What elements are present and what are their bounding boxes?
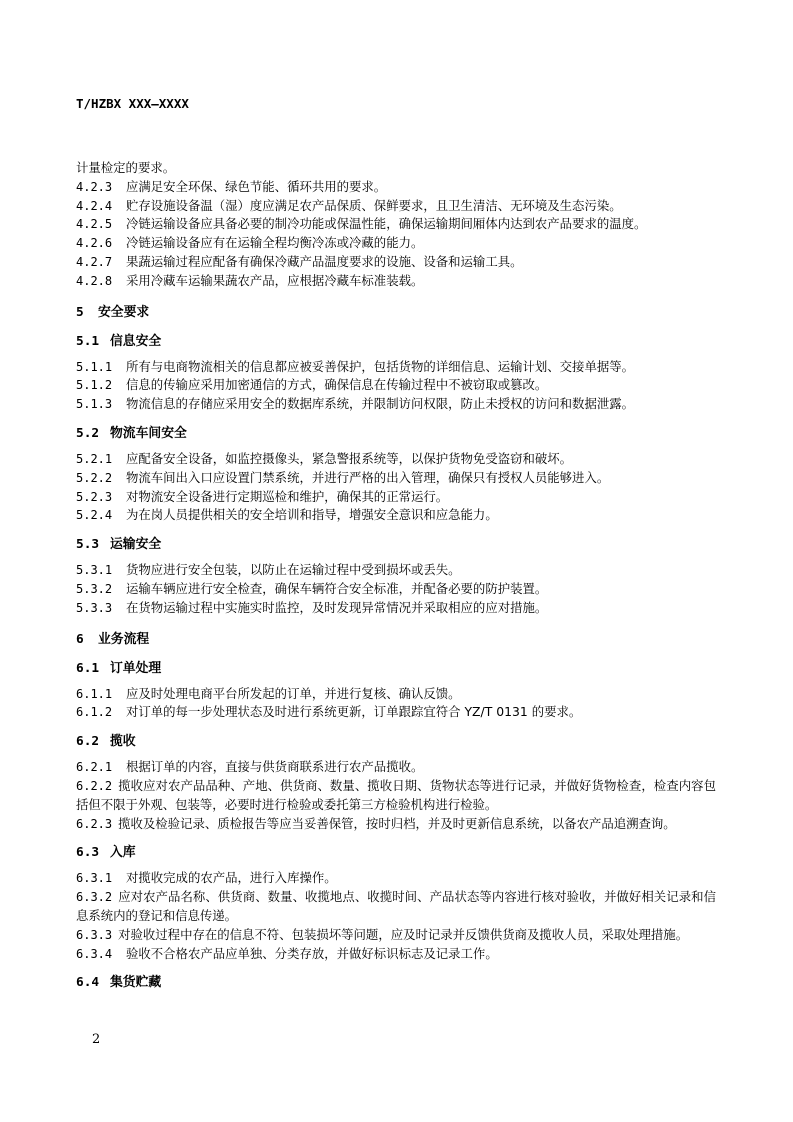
clause-text: 所有与电商物流相关的信息都应被妥善保护，包括货物的详细信息、运输计划、交接单据等。 [126,358,635,374]
clause-number: 5.2.1 [76,451,113,466]
clause-number: 5.1.1 [76,359,113,374]
clause-text: 物流车间出入口应设置门禁系统，并进行严格的出入管理，确保只有授权人员能够进入。 [126,469,610,485]
clause-text: 应满足安全环保、绿色节能、循环共用的要求。 [126,178,387,194]
heading-number: 6.2 [76,734,100,750]
clause-text: 为在岗人员提供相关的安全培训和指导，增强安全意识和应急能力。 [126,507,498,523]
clause-number: 6.3.1 [76,871,113,886]
page-number: 2 [92,1032,101,1047]
heading-text: 业务流程 [98,631,150,647]
subsection-heading [76,844,716,862]
heading-number: 6.4 [76,975,100,991]
heading-number: 5.3 [76,537,100,553]
clause-text: 在货物运输过程中实施实时监控，及时发现异常情况并采取相应的应对措施。 [126,599,548,615]
heading-text: 信息安全 [110,333,162,349]
clause-text: 对揽收完成的农产品，进行入库操作。 [126,870,337,886]
clause-paragraph [76,450,716,469]
subsection-heading [76,425,716,443]
clause-paragraph [76,888,716,926]
clause-number: 5.3.2 [76,581,113,596]
clause-number: 6.1.1 [76,686,113,701]
document-body [76,159,716,999]
clause-paragraph [76,580,716,599]
heading-text: 运输安全 [110,537,162,553]
subsection-heading [76,660,716,678]
clause-paragraph [76,685,716,704]
clause-paragraph [76,945,716,964]
clause-text: 对物流安全设备进行定期巡检和维护，确保其的正常运行。 [126,488,449,504]
clause-number: 6.2.2 [76,778,113,793]
document-code: T/HZBX XXX—XXXX [76,96,189,111]
subsection-heading [76,333,716,351]
clause-number: 5.2.2 [76,470,113,485]
clause-paragraph [76,272,716,291]
clause-text: 对订单的每一步处理状态及时进行系统更新，订单跟踪宜符合 YZ/T 0131 的要求。 [126,704,582,720]
clause-paragraph [76,488,716,507]
clause-paragraph [76,561,716,580]
clause-text: 应及时处理电商平台所发起的订单，并进行复核、确认反馈。 [126,685,461,701]
clause-text: 揽收应对农产品品种、产地、供货商、数量、揽收日期、货物状态等进行记录，并做好货物检查，检查内容包括但不限于外观、包装等，必要时进行检验或委托第三方检验机构进行检验。 [76,777,716,812]
clause-text: 果蔬运输过程应配备有确保冷藏产品温度要求的设施、设备和运输工具。 [126,253,523,269]
clause-text: 贮存设施设备温（湿）度应满足农产品保质、保鲜要求，且卫生清洁、无环境及生态污染。 [126,197,622,213]
subsection-heading [76,733,716,751]
heading-text: 订单处理 [110,660,162,676]
clause-number: 4.2.5 [76,217,113,232]
section-heading [76,304,716,322]
clause-text: 验收不合格农产品应单独、分类存放，并做好标识标志及记录工作。 [126,945,498,961]
subsection-heading [76,536,716,554]
clause-number: 5.2.3 [76,489,113,504]
clause-text: 对验收过程中存在的信息不符、包装损坏等问题，应及时记录并反馈供货商及揽收人员，采取处理措施。 [118,926,689,942]
clause-paragraph [76,506,716,525]
heading-number: 5.2 [76,425,100,441]
clause-number: 6.2.1 [76,760,113,775]
heading-text: 安全要求 [98,304,150,320]
clause-paragraph [76,395,716,414]
clause-text: 冷链运输设备应有在运输全程均衡冷冻或冷藏的能力。 [126,235,424,251]
clause-paragraph [76,178,716,197]
clause-paragraph [76,159,716,178]
clause-number: 4.2.6 [76,236,113,251]
clause-text: 采用冷藏车运输果蔬农产品，应根据冷藏车标准装载。 [126,272,424,288]
clause-number: 4.2.4 [76,198,113,213]
clause-text: 货物应进行安全包装，以防止在运输过程中受到损坏或丢失。 [126,562,461,578]
clause-paragraph [76,777,716,815]
heading-text: 入库 [110,845,136,861]
clause-paragraph [76,234,716,253]
clause-number: 6.3.4 [76,946,113,961]
heading-number: 6.1 [76,660,100,676]
clause-number: 5.1.2 [76,378,113,393]
clause-text: 运输车辆应进行安全检查，确保车辆符合安全标准，并配备必要的防护装置。 [126,580,548,596]
clause-number: 5.2.4 [76,508,113,523]
clause-paragraph [76,215,716,234]
clause-paragraph [76,599,716,618]
clause-number: 4.2.3 [76,179,113,194]
clause-number: 5.3.1 [76,563,113,578]
clause-text: 物流信息的存储应采用安全的数据库系统，并限制访问权限，防止未授权的访问和数据泄露。 [126,396,635,412]
clause-text: 揽收及检验记录、质检报告等应当妥善保管，按时归档，并及时更新信息系统，以备农产品追溯查询。 [118,815,676,831]
clause-text: 根据订单的内容，直接与供货商联系进行农产品揽收。 [126,759,424,775]
clause-paragraph [76,376,716,395]
clause-paragraph [76,815,716,834]
subsection-heading [76,974,716,992]
clause-paragraph [76,703,716,722]
clause-paragraph [76,358,716,377]
clause-number: 5.3.3 [76,600,113,615]
clause-text: 计量检定的要求。 [76,160,176,175]
heading-number: 5.1 [76,333,100,349]
clause-text: 应对农产品名称、供货商、数量、收揽地点、收揽时间、产品状态等内容进行核对验收，并做好相关记录和信息系统内的登记和信息传递。 [76,889,716,923]
clause-paragraph [76,758,716,777]
clause-text: 冷链运输设备应具备必要的制冷功能或保温性能，确保运输期间厢体内达到农产品要求的温度。 [126,216,647,232]
heading-text: 集货贮藏 [110,975,162,991]
clause-number: 6.3.2 [76,890,113,905]
clause-text: 信息的传输应采用加密通信的方式，确保信息在传输过程中不被窃取或篡改。 [126,377,548,393]
clause-paragraph [76,869,716,888]
clause-number: 5.1.3 [76,397,113,412]
heading-number: 6.3 [76,845,100,861]
clause-number: 6.3.3 [76,927,113,942]
clause-paragraph [76,469,716,488]
heading-text: 揽收 [110,734,136,750]
clause-paragraph [76,926,716,945]
clause-paragraph [76,197,716,216]
heading-number: 5 [76,304,84,320]
clause-number: 6.1.2 [76,705,113,720]
clause-number: 4.2.7 [76,254,113,269]
clause-number: 6.2.3 [76,816,113,831]
heading-number: 6 [76,631,84,647]
clause-paragraph [76,253,716,272]
heading-text: 物流车间安全 [110,425,187,441]
section-heading [76,631,716,649]
clause-text: 应配备安全设备，如监控摄像头，紧急警报系统等，以保护货物免受盗窃和破坏。 [126,450,573,466]
clause-number: 4.2.8 [76,273,113,288]
